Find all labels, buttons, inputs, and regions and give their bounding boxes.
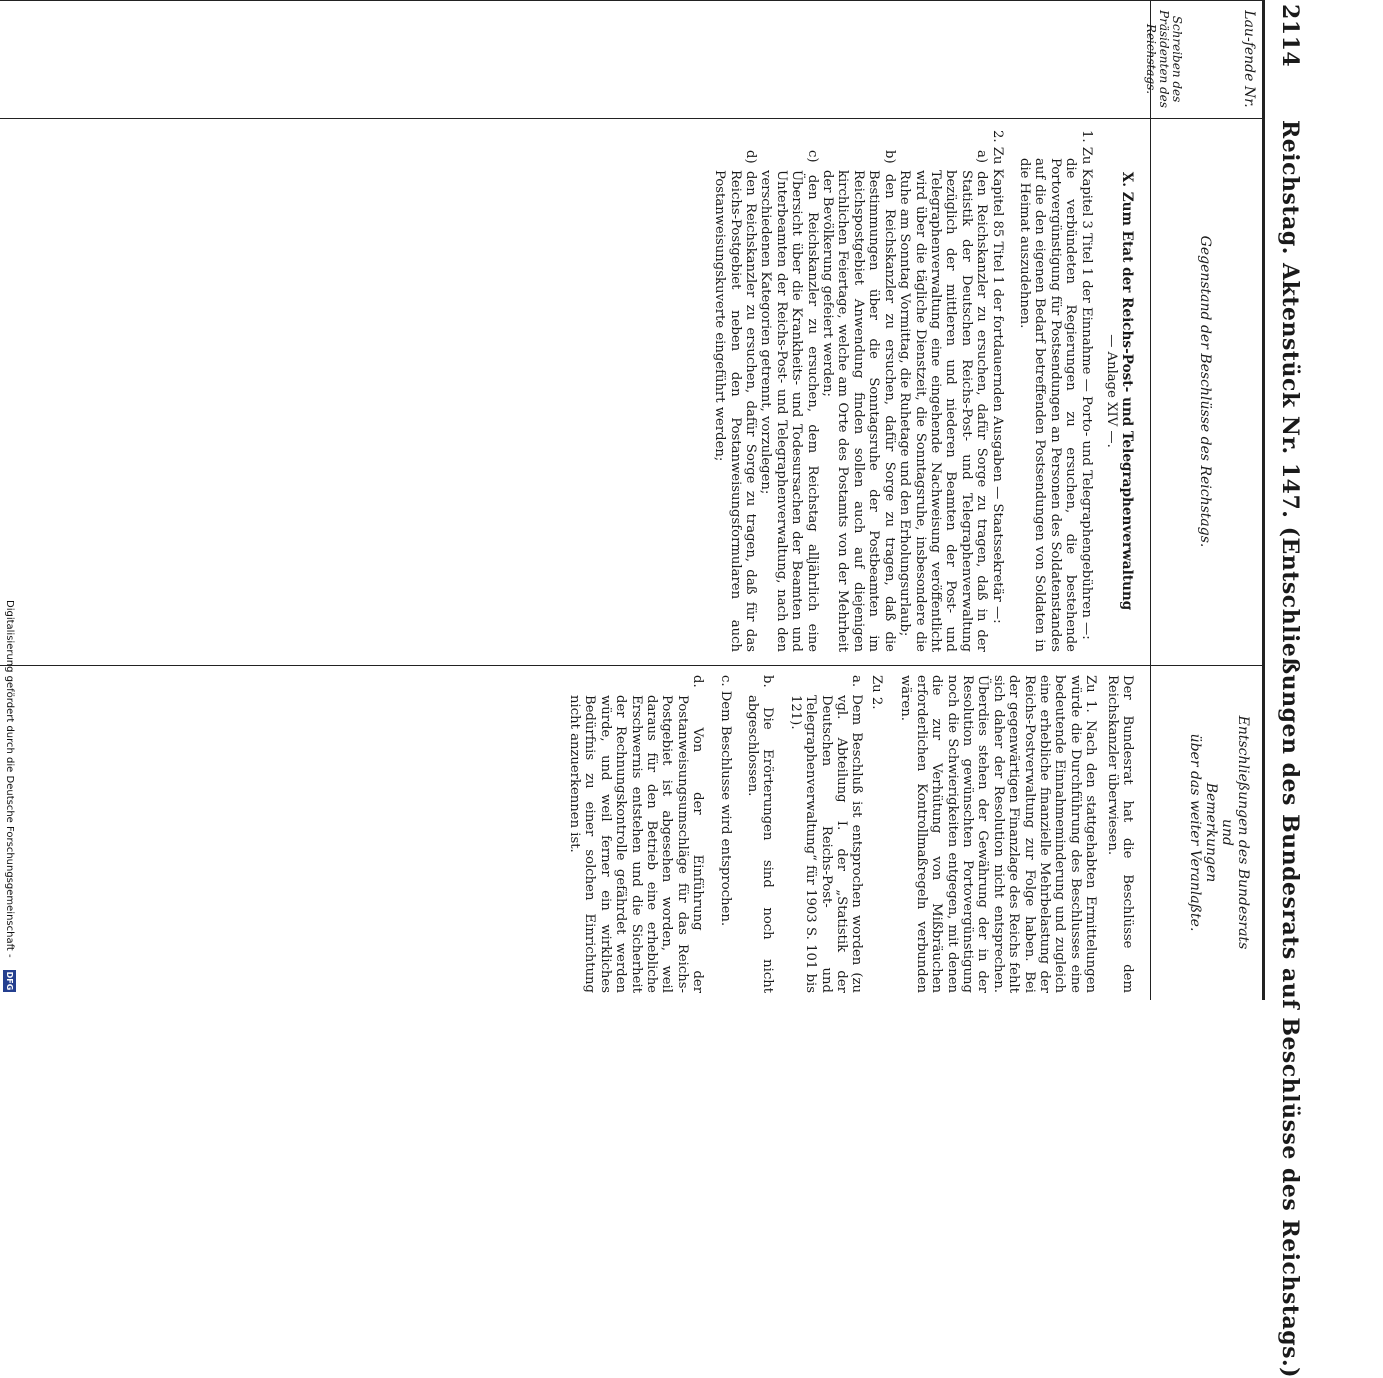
col-decisions-line3: Bemerkungen — [1203, 782, 1219, 883]
item-2c: c) den Reichskanzler zu ersuchen, dem Reichstag alljährlich eine Übersicht über die Krankheits- und Todesursachen der Beamten und Unterbeamten der Reichs-Post- und Telegraphenverwaltung, nach den verschiedenen Kategorien getrennt, vorzulegen; — [758, 150, 820, 652]
decision-b: b. Die Erörterungen sind noch nicht abgeschlossen. — [745, 675, 776, 993]
item-1-heading: 1. Zu Kapitel 3 Titel 1 der Einnahme — Porto- und Telegraphengebühren —: — [1078, 130, 1094, 640]
colhead-rule — [1150, 0, 1151, 1000]
col-head-number — [1241, 0, 1257, 118]
section-subtitle: — Anlage XIV —. — [1104, 334, 1119, 448]
item-2d: d) den Reichskanzler zu ersuchen, dafür Sorge zu tragen, daß für das Reichs-Postgebiet neben den Postanweisungsformularen auch Postanweisungskuverte eingeführt werden; — [712, 150, 759, 652]
header-rule-thick — [1262, 0, 1265, 1000]
rule-col2 — [0, 118, 1265, 119]
col-decisions-line1: Entschließungen des Bundesrats — [1235, 715, 1251, 950]
decision-a: a. Dem Beschluß ist entsprochen worden (zu vgl. Abteilung I. der „Statistik der Deutschen Reichs-Post- und Telegraphenverwaltung“ für 1903 S. 101 bis 121). — [787, 675, 865, 993]
page-number: 2114 — [1277, 4, 1303, 68]
col-head-subject — [1197, 118, 1213, 665]
running-title: Reichstag. Aktenstück Nr. 147. (Entschließungen des Bundesrats auf Beschlüsse des Reichstags.) — [1277, 120, 1303, 1378]
dfg-logo: DFG — [5, 971, 14, 991]
decision-d: d. Von der Einführung der Postanweisungsumschläge für das Reichs-Postgebiet ist abgesehen worden, weil daraus für den Betrieb eine erhebliche Erschwernis entstehen und die Sicherheit der Rechnungskontrolle gefährdet werden würde, und weil ferner ein wirkliches Bedürfnis zu einer solchen Einrichtung nicht anzuerkennen ist. — [567, 675, 706, 993]
col-decisions-line4: über das weiter Veranlaßte. — [1187, 733, 1203, 932]
decision-intro: Der Bundesrat hat die Beschlüsse dem Reichskanzler überwiesen. — [1104, 675, 1135, 993]
col-head-decisions — [1187, 665, 1251, 1000]
rule-col1 — [0, 0, 1265, 1]
item-2b: b) den Reichskanzler zu ersuchen, dafür Sorge zu tragen, daß die Bestimmungen über die Sonntagsruhe der Postbeamten im Reichspostgebiet Anwendung finden sollen auch auf diejenigen kirchlichen Feiertage, welche am Orte des Postamts von der Mehrheit der Bevölkerung gefeiert werden; — [820, 150, 897, 652]
decisions-column — [567, 675, 1135, 993]
rule-col3 — [0, 665, 1265, 666]
resolutions-column — [712, 130, 1135, 652]
col-head-letter — [1144, 0, 1183, 118]
section-title: X. Zum Etat der Reichs-Post- und Telegraphenverwaltung — [1119, 171, 1135, 611]
col-decisions-line2: und — [1219, 819, 1235, 846]
col-number-label: Lau-fende Nr. — [1241, 10, 1257, 108]
decision-zu-1: Zu 1. Nach den stattgehabten Ermittelungen würde die Durchführung des Beschlusses eine bedeutende Einnahmeminderung und zugleich eine erhebliche finanzielle Mehrbelastung der Reichs-Postverwaltung zur Folge haben. Bei der gegenwärtigen Finanzlage des Reichs fehlt sich daher der Resolution nicht entsprechen. Überdies stehen der Gewährung der in der Resolution gewünschten Portovergünstigung noch die Schwierigkeiten entgegen, mit denen die zur Verhütung von Mißbräuchen erforderlichen Kontrollmaßregeln verbunden wären. — [898, 675, 1099, 993]
item-1-body: die verbündeten Regierungen zu ersuchen, die bestehende Portovergünstigung für Postsendungen an Personen des Soldatenstandes auf die den eigenen Bedarf betreffenden Postsendungen von Soldaten in die Heimat auszudehnen. — [1016, 158, 1079, 652]
col-letter-label: Schreiben des Präsidenten des Reichstags. — [1144, 10, 1184, 108]
col-subject-label: Gegenstand der Beschlüsse des Reichstags. — [1197, 235, 1213, 548]
item-2-heading: 2. Zu Kapitel 85 Titel 1 der fortdauernden Ausgaben — Staatssekretär —: — [989, 130, 1005, 624]
item-2a: a) den Reichskanzler zu ersuchen, dafür Sorge zu tragen, daß in der Statistik der Deutschen Reichs-Post- und Telegraphenverwaltung bezüglich der mittleren und niederen Beamten der Post- und Telegraphenverwaltung eine eingehende Nachweisung veröffentlicht wird über die tägliche Dienstzeit, die Sonntagsruhe, insbesondere die Ruhe am Sonntag Vormittag, die Ruhetage und den Erholungsurlaub; — [897, 150, 990, 652]
digitization-footer — [0, 0, 18, 1000]
decision-c: c. Dem Beschlusse wird entsprochen. — [717, 675, 733, 927]
decision-zu-2: Zu 2. — [868, 675, 884, 710]
footer-text: Digitalisierung gefördert durch die Deutsche Forschungsgemeinschaft - — [4, 600, 15, 958]
